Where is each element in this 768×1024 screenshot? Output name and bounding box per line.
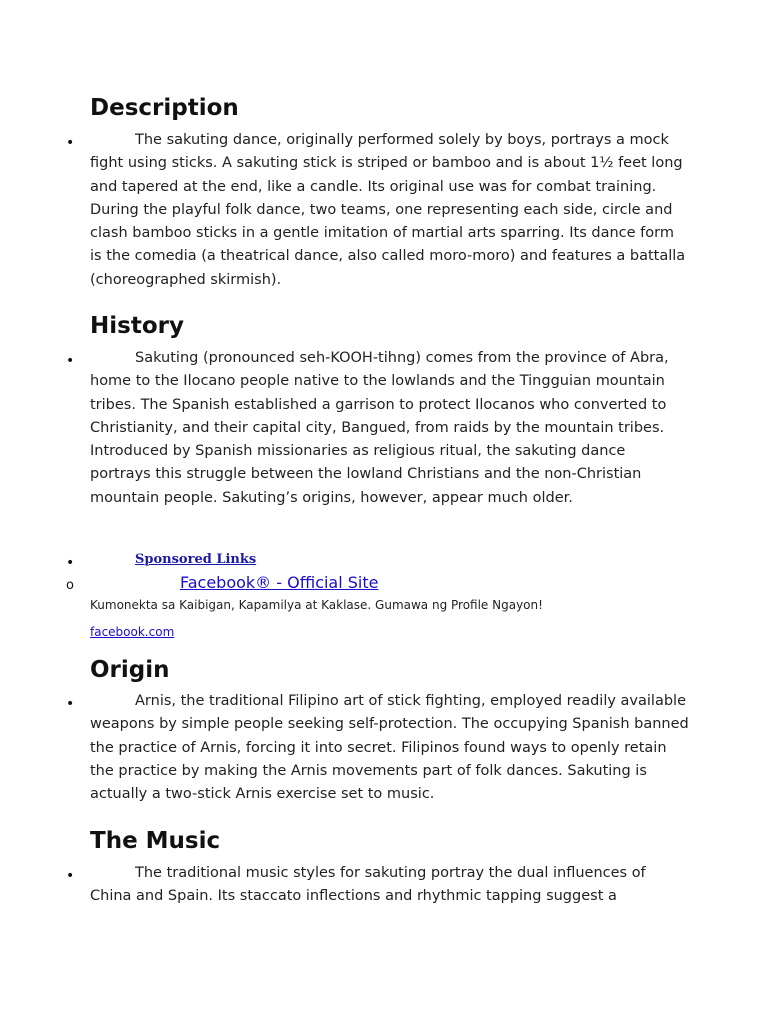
bullet-point: • — [66, 868, 75, 884]
section-heading-origin: Origin — [90, 657, 170, 683]
bullet-point: • — [66, 555, 75, 571]
sponsored-links-link[interactable]: Sponsored Links — [135, 552, 257, 567]
section-paragraph-history: Sakuting (pronounced seh-KOOH-tihng) comes from the province of Abra, home to the Ilocano people native to the lowlands and the Tingguian mountain tribes. The Spanish established a garrison to protect Ilocanos who converted to Christianity, and their capital city, Bangued, from raids by the mountain tribes. Introduced by Spanish missionaries as religious ritual, the sakuting dance portrays this struggle between the lowland Christians and the non-Christian mountain people. Sakuting’s origins, however, appear much older. — [90, 350, 669, 506]
section-heading-description: Description — [90, 95, 239, 121]
section-heading-the-music: The Music — [90, 828, 221, 854]
section-paragraph-description: The sakuting dance, originally performed solely by boys, portrays a mock fight using sticks. A sakuting stick is striped or bamboo and is about 1½ feet long and tapered at the end, like a candle. Its original use was for combat training. During the playful folk dance, two teams, one representing each side, circle and clash bamboo sticks in a gentle imitation of martial arts sparring. Its dance form is the comedia (a theatrical dance, also called moro-moro) and features a battalla (choreographed skirmish). — [90, 132, 686, 288]
section-paragraph-the-music: The traditional music styles for sakuting portray the dual influences of China and Spain. Its staccato inflections and rhythmic tapping suggest a — [90, 865, 646, 905]
bullet-point: • — [66, 135, 75, 151]
ad-title-link[interactable]: Facebook® - Official Site — [180, 573, 379, 592]
bullet-point: • — [66, 696, 75, 712]
section-heading-history: History — [90, 313, 184, 339]
ad-description: Kumonekta sa Kaibigan, Kapamilya at Kaklase. Gumawa ng Profile Ngayon! — [90, 598, 543, 612]
sub-bullet-point: o — [66, 578, 74, 593]
ad-url-link[interactable]: facebook.com — [90, 625, 175, 639]
bullet-point: • — [66, 353, 75, 369]
section-paragraph-origin: Arnis, the traditional Filipino art of stick fighting, employed readily available weapons by simple people seeking self-protection. The occupying Spanish banned the practice of Arnis, forcing it into secret. Filipinos found ways to openly retain the practice by making the Arnis movements part of folk dances. Sakuting is actually a two-stick Arnis exercise set to music. — [90, 693, 689, 803]
